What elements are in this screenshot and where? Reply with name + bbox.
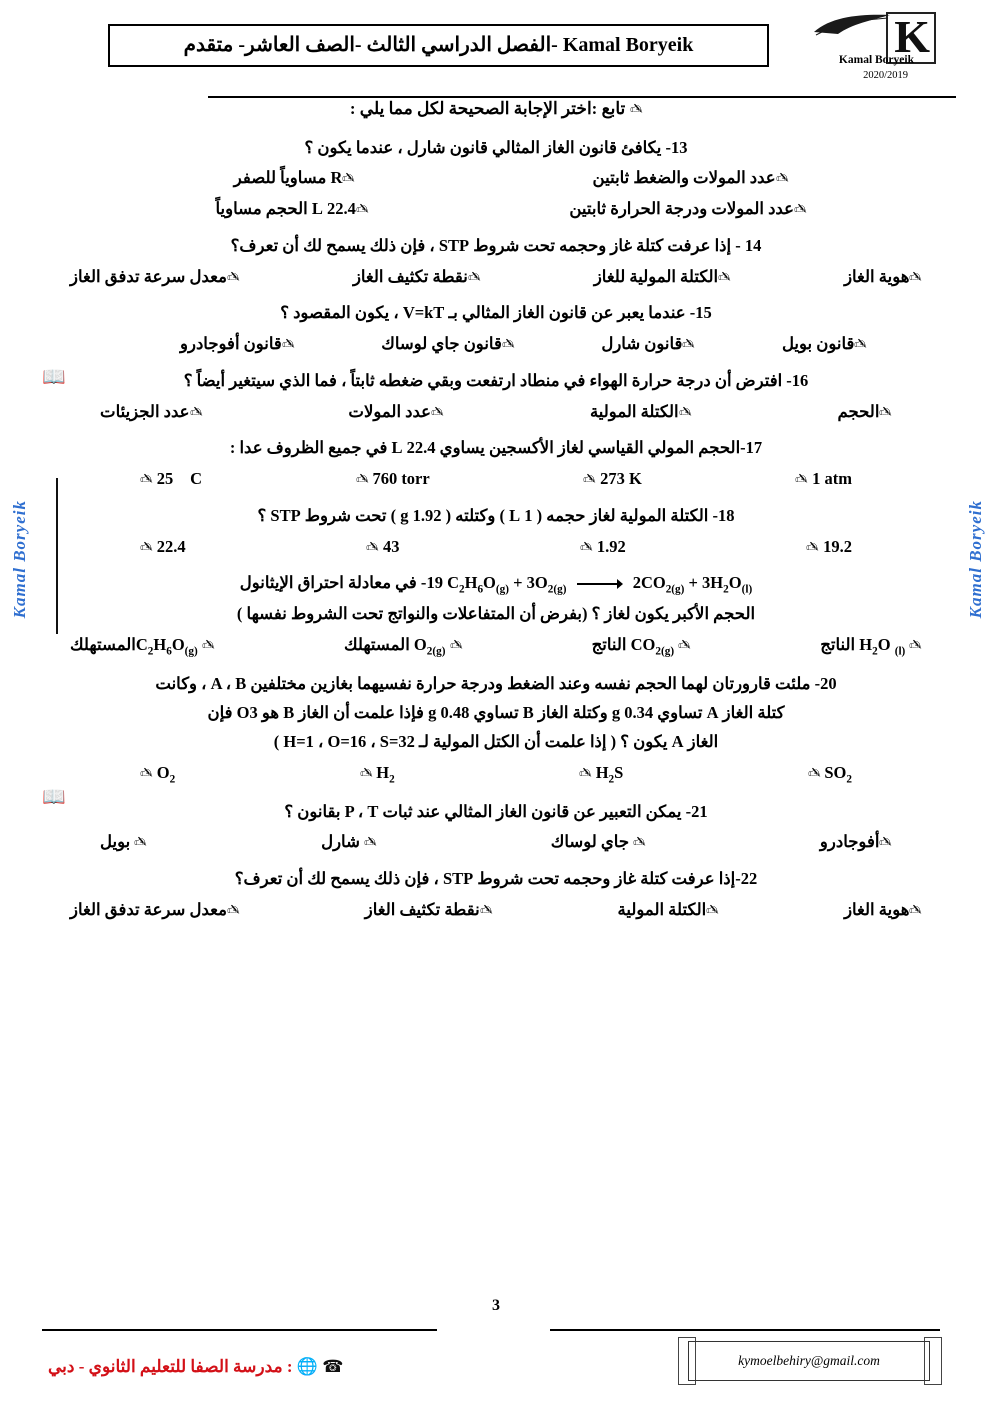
question-14-choices — [30, 265, 962, 290]
question-22-choices — [30, 898, 962, 923]
footer-divider-right — [550, 1329, 940, 1331]
reaction-arrow-icon — [577, 578, 623, 590]
choice[interactable]: ✍عدد الجزيئات — [100, 401, 203, 421]
choice[interactable]: ✍ شارل — [321, 832, 377, 852]
question-20-line-2: كتلة الغاز A تساوي 0.34 g وكتلة الغاز B تساوي 0.48 g فإذا علمت أن الغاز B هو O3 فإن — [207, 703, 785, 722]
choice[interactable]: 1.92 ✍ — [580, 536, 626, 556]
question-22: 22-إذا عرفت كتلة غاز وحجمه تحت شروط STP ، فإن ذلك يسمح لك أن تعرف؟ — [234, 869, 758, 889]
document-header — [18, 10, 974, 88]
choice[interactable]: ✍الحجم — [837, 401, 892, 421]
choice[interactable]: ✍الكتلة المولية للغاز — [593, 266, 731, 286]
choice[interactable]: ✍هوية الغاز — [844, 266, 922, 286]
choice[interactable]: ✍نقطة تكثيف الغاز — [364, 899, 493, 919]
question-18-choices — [30, 535, 962, 560]
choice[interactable]: ✍قانون أفوجادرو — [180, 334, 295, 353]
instruction-text: تابع :اختر الإجابة الصحيحة لكل مما يلي : — [349, 99, 626, 118]
logo-letter-k: K — [886, 12, 936, 64]
logo-year: 2020/2019 — [863, 70, 908, 81]
globe-icon: 🌐 — [296, 1357, 318, 1376]
choice[interactable]: ✍ بويل — [100, 832, 147, 852]
logo-block — [804, 10, 954, 82]
choice[interactable]: ✍R مساوياً للصفر — [233, 168, 355, 188]
choice[interactable]: 43 ✍ — [366, 536, 400, 556]
choice[interactable]: ✍معدل سرعة تدفق الغاز — [70, 266, 240, 286]
question-21-choices — [30, 830, 962, 855]
choice[interactable]: 19.2 ✍ — [806, 536, 852, 556]
question-16: 16- افترض أن درجة حرارة الهواء في منطاد ارتفعت وبقي ضغطه ثابتاً ، فما الذي سيتغير أيضاً ؟ — [183, 370, 809, 390]
choice[interactable]: $O_2$ ✍ — [140, 762, 176, 785]
question-14: 14 - إذا عرفت كتلة غاز وحجمه تحت شروط STP ، فإن ذلك يسمح لك أن تعرف؟ — [230, 235, 762, 255]
question-17: 17-الحجم المولي القياسي لغاز الأكسجين يساوي 22.4 L في جميع الظروف عدا : — [229, 438, 763, 458]
choice[interactable]: 1 atm ✍ — [795, 469, 852, 488]
school-name: مدرسة الصفا للتعليم الثانوي - دبي — [48, 1357, 283, 1376]
choice[interactable]: ✍قانون شارل — [601, 334, 696, 353]
choice[interactable]: ✍ $CO_{2(g)}$ الناتج — [591, 635, 691, 658]
question-19-subtext: الحجم الأكبر يكون لغاز ؟ (بفرض أن المتفاعلات والنواتج تحت الشروط نفسها ) — [236, 604, 756, 624]
instruction-line — [30, 96, 962, 122]
feather-icon — [812, 12, 892, 38]
footer-divider-left — [42, 1329, 437, 1331]
question-13: 13- يكافئ قانون الغاز المثالي قانون شارل ، عندما يكون ؟ — [304, 137, 688, 157]
choice[interactable]: ✍ $H_2O$ $_{(l)}$ الناتج — [820, 635, 922, 658]
choice[interactable]: $SO_2$ ✍ — [807, 762, 852, 785]
choice[interactable]: ✍عدد المولات — [348, 401, 444, 421]
choice[interactable]: ✍عدد المولات والضغط ثابتين — [592, 168, 789, 188]
watermark-right: Kamal Boryeik — [966, 500, 985, 619]
page-number: 3 — [492, 1297, 500, 1314]
question-20-line-1: 20- ملئت قارورتان لهما الحجم نفسه وعند الضغط ودرجة حرارة نفسيهما بغازين مختلفين A ، B ، وكانت — [155, 674, 837, 694]
question-17-choices — [30, 467, 962, 492]
choice[interactable]: ✍ $C_2H_6O_{(g)}المستهلك$ — [70, 635, 215, 658]
question-20-line-3: الغاز A يكون ؟ ( إذا علمت أن الكتل المولية لـ H=1 ، O=16 ، S=32 ) — [273, 731, 719, 751]
questions-body — [30, 96, 962, 935]
question-13-choices-row-1 — [30, 166, 962, 191]
choice[interactable]: ✍أفوجادرو — [819, 832, 892, 852]
choice[interactable]: ✍هوية الغاز — [844, 899, 922, 919]
question-19-choices — [30, 633, 962, 660]
question-19 — [30, 571, 962, 598]
book-icon: 📖 — [42, 786, 66, 808]
choice[interactable]: ✍قانون بويل — [781, 334, 867, 353]
choice[interactable]: ✍الكتلة المولية — [589, 401, 692, 421]
question-21: 21- يمكن التعبير عن قانون الغاز المثالي عند ثبات P ، T بقانون ؟ — [284, 801, 708, 821]
choice[interactable]: ✍الكتلة المولية — [617, 899, 719, 919]
choice[interactable]: ✍معدل سرعة تدفق الغاز — [70, 899, 240, 919]
book-icon: 📖 — [42, 366, 66, 388]
page-title: Kamal Boryeik -الفصل الدراسي الثالث -الصف العاشر- متقدم — [108, 24, 769, 67]
question-19-text: 19- في معادلة احتراق الإيثانول — [239, 573, 443, 593]
question-16-choices — [30, 400, 962, 425]
choice[interactable]: ✍22.4 L الحجم مساوياً — [215, 199, 369, 218]
watermark-left: Kamal Boryeik — [10, 500, 29, 619]
question-15-choices — [30, 332, 962, 357]
question-15: 15- عندما يعبر عن قانون الغاز المثالي بـ V=kT ، يكون المقصود ؟ — [280, 303, 712, 323]
phone-icon: ☎ — [322, 1357, 344, 1377]
choice[interactable]: ✍قانون جاي لوساك — [381, 334, 515, 353]
email-address[interactable]: kymoelbehiry@gmail.com — [688, 1341, 930, 1381]
choice[interactable]: ✍عدد المولات ودرجة الحرارة ثابتين — [569, 199, 807, 218]
reaction-equation: $C_2H_6O_{(g)} + 3O_{2(g)}$ $2CO_{2(g)} + 3H_2O_{(l)}$ — [447, 573, 753, 596]
choice[interactable]: 22.4 ✍ — [140, 536, 186, 556]
choice[interactable]: 25 ْC ✍ — [140, 469, 203, 488]
choice[interactable]: $H_2S$ ✍ — [579, 762, 624, 785]
question-18: 18- الكتلة المولية لغاز حجمه ( 1 L ) وكتلته ( 1.92 g ) تحت شروط STP ؟ — [257, 505, 735, 525]
choice[interactable]: ✍ جاي لوساك — [550, 832, 646, 852]
question-20-choices — [30, 761, 962, 788]
pen-icon: ✍ — [629, 100, 643, 118]
choice[interactable]: ✍ $O_{2(g)}$ المستهلك — [343, 635, 463, 658]
choice[interactable]: $H_2$ ✍ — [359, 762, 395, 785]
question-13-choices-row-2 — [30, 197, 962, 222]
logo-author-name: Kamal Boryeik — [838, 54, 914, 66]
choice[interactable]: ✍نقطة تكثيف الغاز — [352, 266, 481, 286]
choice[interactable]: 273 K ✍ — [583, 469, 642, 488]
choice[interactable]: 760 torr ✍ — [355, 469, 430, 488]
school-footer: ☎ 🌐 : مدرسة الصفا للتعليم الثانوي - دبي — [48, 1357, 344, 1377]
